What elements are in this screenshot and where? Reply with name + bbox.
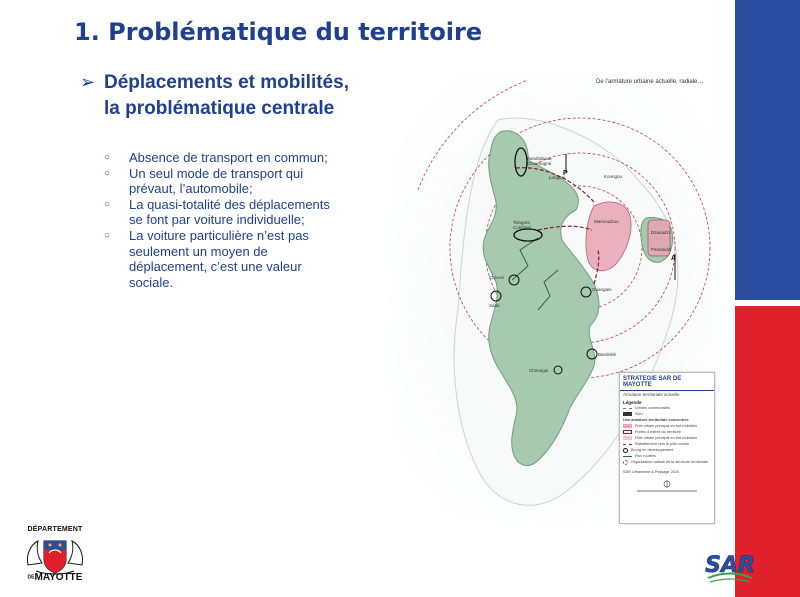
legend-row-label: Rabattement vers le pôle urbain (635, 442, 689, 446)
circle-bullet-icon: ○ (104, 198, 111, 210)
airport-mark: A (671, 255, 677, 262)
dept-logo-name (22, 572, 88, 583)
place-label: Tsingoni Combani (513, 220, 532, 230)
legend-swatch (623, 430, 632, 434)
sar-logo (704, 542, 756, 588)
legend-swatch (623, 408, 632, 409)
legend-swatch (623, 436, 632, 440)
section-line-1: Déplacements et mobilités, (104, 72, 349, 93)
map-legend (619, 372, 715, 524)
bullet-text: Absence de transport en commun; (129, 150, 328, 165)
bullet-text: Un seul mode de transport qui prévaut, l’automobile; (129, 165, 304, 197)
legend-row-label: SAU (635, 412, 643, 416)
legend-row-label: Portes d’entrée du territoire (635, 430, 682, 434)
list-item (104, 197, 344, 228)
map-caption: De l’armature urbaine actuelle, radiale… (596, 79, 704, 85)
legend-row-label: Limites communales (635, 406, 670, 410)
place-label: Chirongui (529, 368, 549, 373)
legend-swatch (623, 424, 632, 428)
legend-title: STRATEGIE SAR DE MAYOTTE (620, 373, 714, 391)
list-item (104, 166, 344, 197)
place-label: Ouangani (592, 287, 612, 292)
legend-swatch (623, 444, 632, 445)
circle-bullet-icon: ○ (104, 167, 111, 179)
legend-row-label: Une armature territoriale concentrée (623, 418, 689, 422)
place-label: Sada (489, 303, 500, 308)
dept-logo-de: DE (27, 574, 35, 581)
legend-row-label: Bourg en développement (631, 448, 674, 452)
place-label: Koungou (604, 174, 623, 179)
port-mark: P (563, 170, 568, 177)
compass-scale-icon (622, 479, 712, 493)
circle-bullet-icon: ○ (104, 152, 111, 163)
bullet-text: La voiture particulière n’est pas seulement un moyen de déplacement, c’est une valeur sociale. (129, 227, 309, 290)
legend-row-label: Organisation radiale de la structure territoriale (631, 460, 709, 464)
flag-blue-band (735, 0, 800, 300)
departement-mayotte-logo (22, 526, 88, 586)
legend-swatch (623, 412, 632, 416)
arrow-bullet-icon: ➢ (80, 72, 96, 92)
legend-swatch (623, 456, 632, 457)
legend-row-label: Flux routiers (635, 454, 656, 458)
legend-row-label: Pôle urbain principal en fort mutation (635, 424, 697, 428)
page-title: 1. Problématique du territoire (74, 18, 483, 46)
section-line-2: la problématique centrale (104, 98, 335, 119)
list-item (104, 150, 344, 166)
bullet-list (104, 150, 344, 290)
place-label: Longoni (549, 175, 566, 180)
legend-swatch (623, 448, 628, 453)
legend-swatch (623, 460, 628, 465)
legend-subtitle: Armature territoriale actuelle (623, 392, 680, 397)
legend-row (620, 459, 714, 465)
dept-logo-mayotte: MAYOTTE (34, 572, 83, 583)
place-label: Pamandzi (651, 247, 672, 252)
list-item (104, 228, 344, 290)
place-label: Chiconi (489, 275, 505, 280)
place-label: Dzaoudzi (651, 230, 670, 235)
sar-logo-text: SAR (705, 553, 755, 578)
place-label: Mamoudzou (594, 219, 619, 224)
legend-header: Légende (623, 400, 642, 405)
legend-row-label: Pôle urbain principal en fort mutation (635, 436, 697, 440)
place-label: Bandrélé (598, 352, 617, 357)
mayotte-seal-icon (22, 535, 88, 575)
bullet-text: La quasi-totalité des déplacements se font par voiture individuelle; (129, 196, 330, 228)
circle-bullet-icon: ○ (104, 229, 111, 241)
dept-logo-top-text: DÉPARTEMENT (27, 526, 83, 533)
place-label: Bandraboua Dzoumogné (527, 156, 552, 166)
section-heading (80, 70, 349, 122)
legend-footer: SAR Urbanisme & Paysage 2020 (623, 470, 680, 474)
